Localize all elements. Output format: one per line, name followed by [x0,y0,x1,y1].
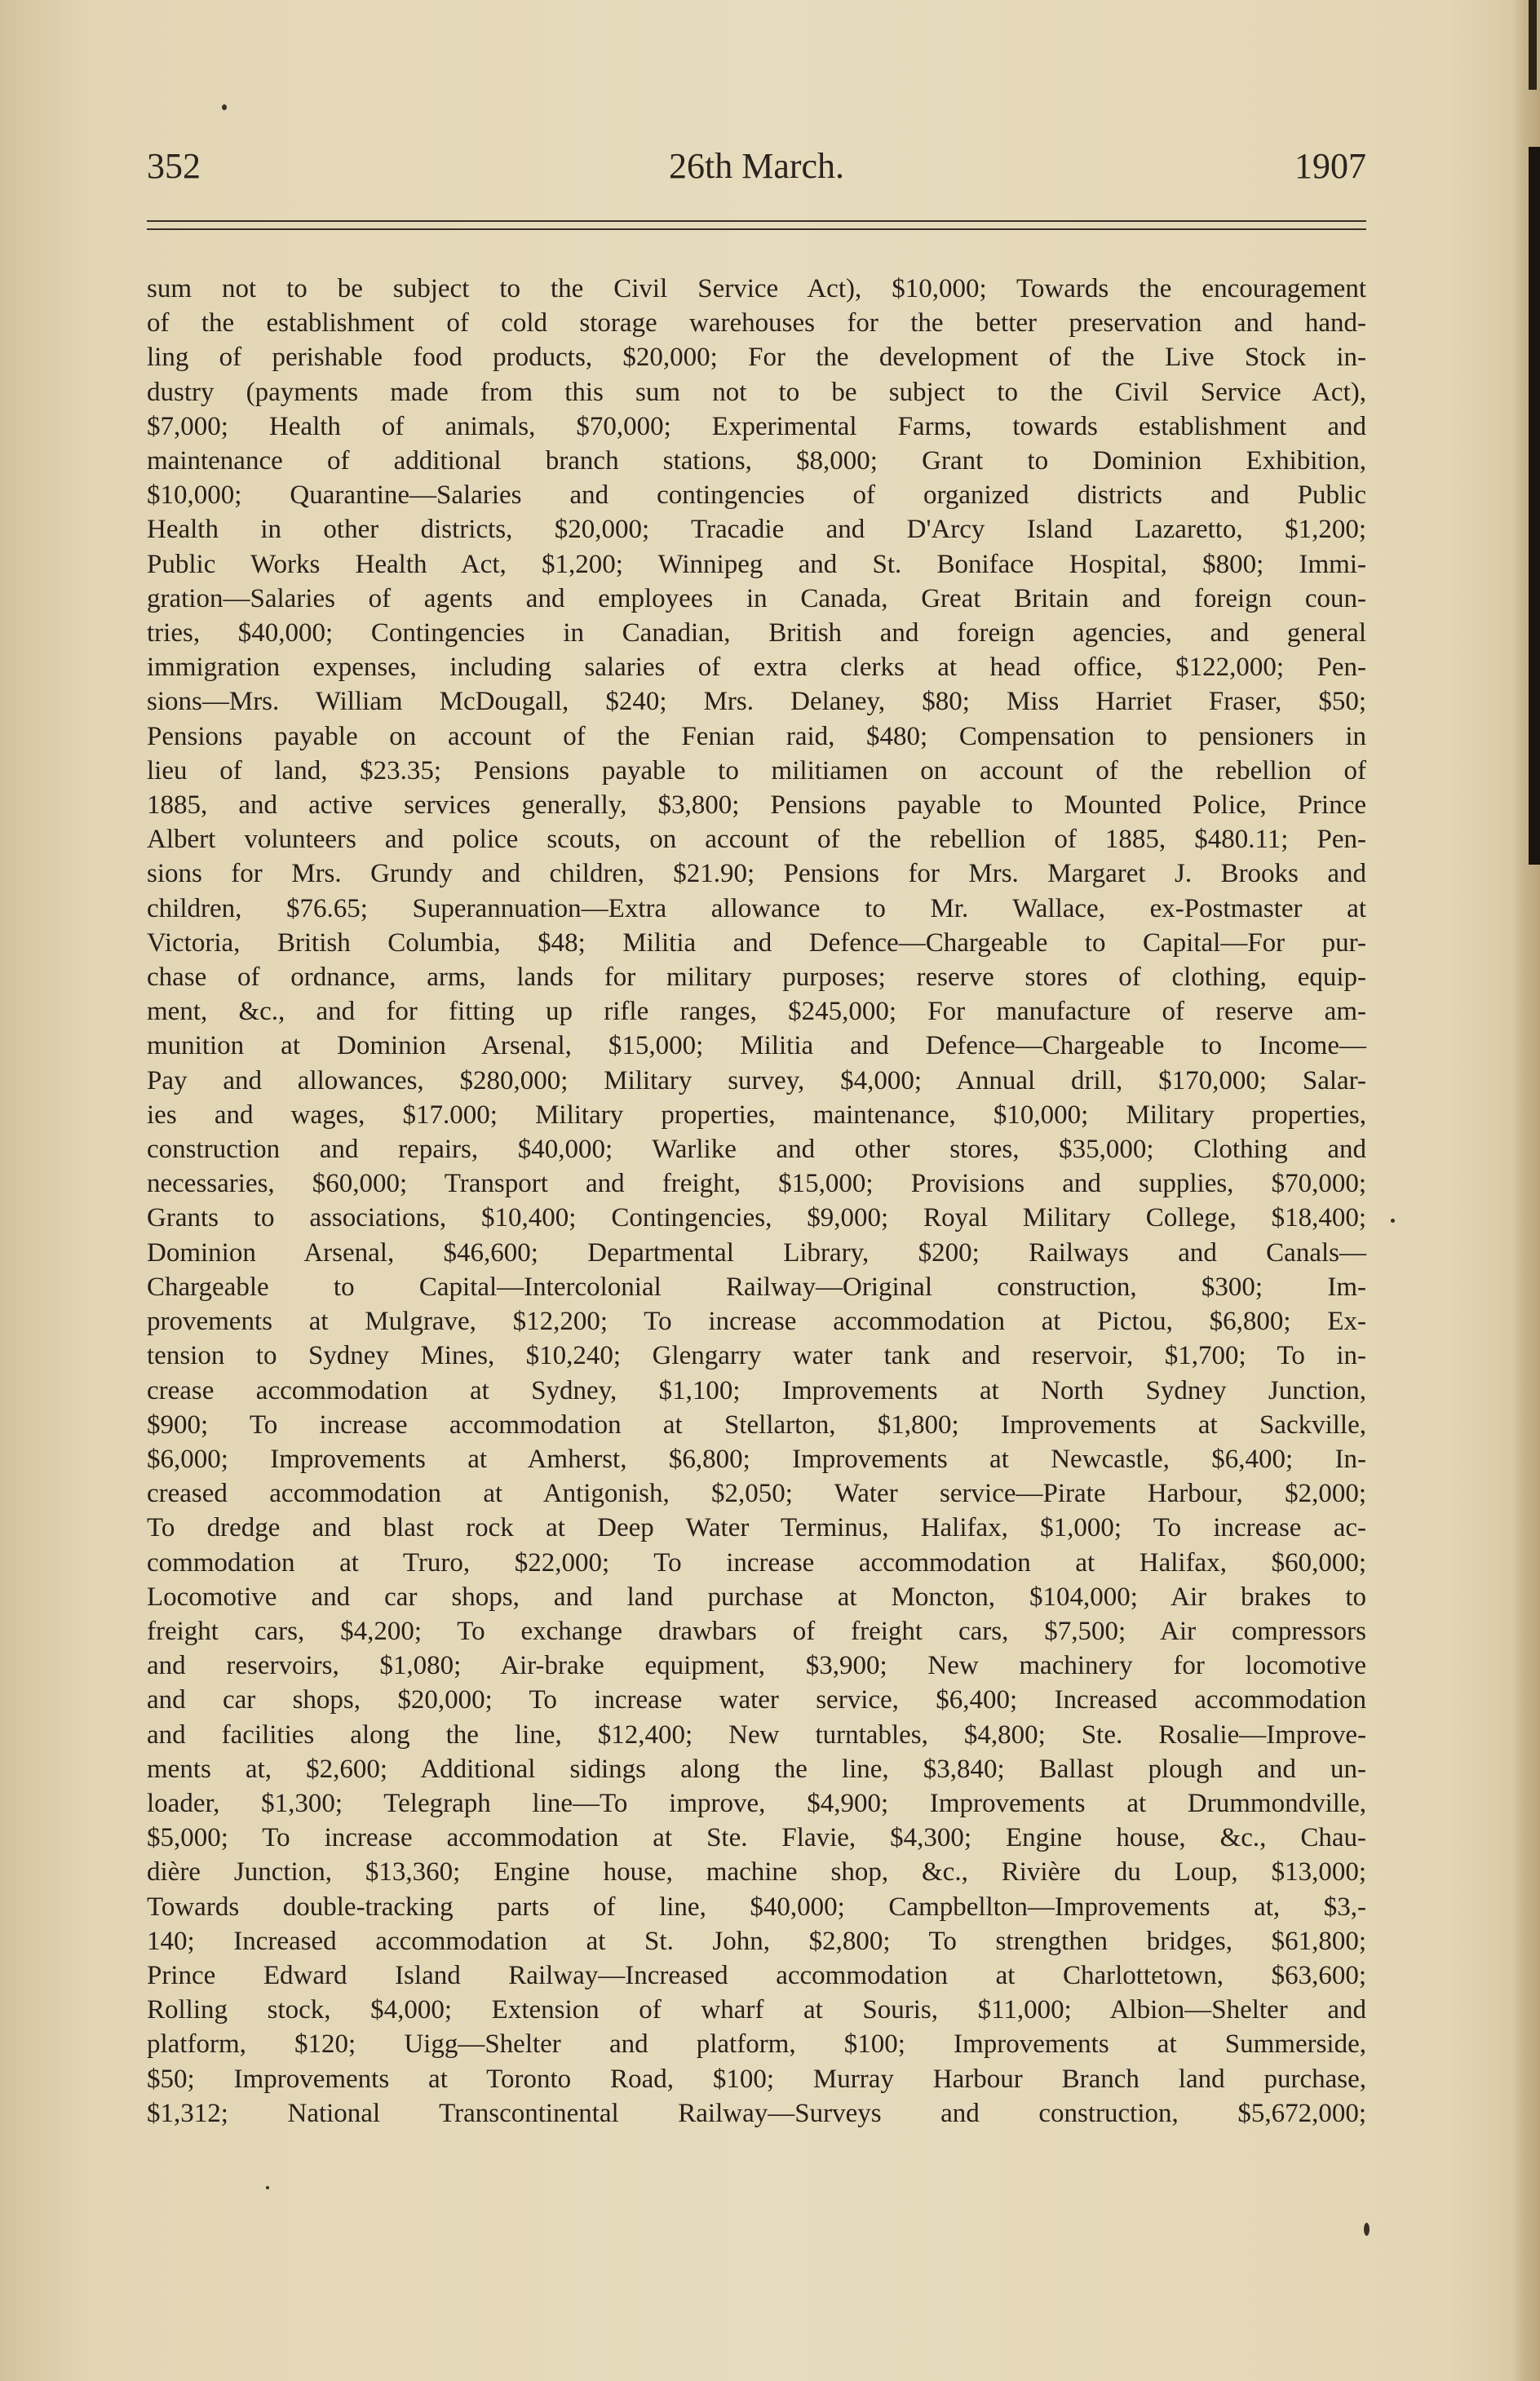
text-line: $10,000; Quarantine—Salaries and contingencies of organized districts and Public [147,480,1366,511]
text-line: Pay and allowances, $280,000; Military survey, $4,000; Annual drill, $170,000; Salar- [147,1065,1366,1095]
text-line: Locomotive and car shops, and land purchase at Moncton, $104,000; Air brakes to [147,1582,1366,1612]
text-line: To dredge and blast rock at Deep Water Terminus, Halifax, $1,000; To increase ac- [147,1513,1366,1543]
text-line: $6,000; Improvements at Amherst, $6,800; Improvements at Newcastle, $6,400; In- [147,1444,1366,1474]
page-number: 352 [147,146,201,186]
text-line: Victoria, British Columbia, $48; Militia and Defence—Chargeable to Capital—For pur- [147,927,1366,958]
text-line: ment, &c., and for fitting up rifle ranges, $245,000; For manufacture of reserve am- [147,997,1366,1027]
text-line: immigration expenses, including salaries of extra clerks at head office, $122,000; Pen- [147,653,1366,683]
text-line: ling of perishable food products, $20,000; For the development of the Live Stock in- [147,343,1366,373]
binding-strip [1529,147,1540,865]
text-line: $900; To increase accommodation at Stellarton, $1,800; Improvements at Sackville, [147,1410,1366,1440]
text-line: tension to Sydney Mines, $10,240; Glengarry water tank and reservoir, $1,700; To in- [147,1341,1366,1371]
text-line: and car shops, $20,000; To increase water service, $6,400; Increased accommodation [147,1685,1366,1715]
text-line: Public Works Health Act, $1,200; Winnipeg and St. Boniface Hospital, $800; Immi- [147,549,1366,579]
text-line: Prince Edward Island Railway—Increased accommodation at Charlottetown, $63,600; [147,1960,1366,1990]
text-line: platform, $120; Uigg—Shelter and platform, $100; Improvements at Summerside, [147,2029,1366,2060]
text-line: dustry (payments made from this sum not to be subject to the Civil Service Act), [147,377,1366,407]
text-line: Towards double-tracking parts of line, $40,000; Campbellton—Improvements at, $3,- [147,1892,1366,1922]
text-line: Chargeable to Capital—Intercolonial Railway—Original construction, $300; Im- [147,1272,1366,1302]
text-line: Health in other districts, $20,000; Tracadie and D'Arcy Island Lazaretto, $1,200; [147,515,1366,545]
running-year: 1907 [1294,146,1366,186]
text-line: Pensions payable on account of the Fenian raid, $480; Compensation to pensioners in [147,721,1366,751]
text-line: chase of ordnance, arms, lands for military purposes; reserve stores of clothing, equip- [147,963,1366,993]
text-line: lieu of land, $23.35; Pensions payable to militiamen on account of the rebellion of [147,755,1366,786]
text-line: maintenance of additional branch stations, $8,000; Grant to Dominion Exhibition, [147,446,1366,476]
running-date: 26th March. [668,146,845,186]
ink-speck [1364,2223,1370,2236]
text-line: construction and repairs, $40,000; Warlike and other stores, $35,000; Clothing and [147,1135,1366,1165]
text-line: and facilities along the line, $12,400; New turntables, $4,800; Ste. Rosalie—Improve- [147,1719,1366,1750]
text-line: necessaries, $60,000; Transport and freight, $15,000; Provisions and supplies, $70,000; [147,1169,1366,1199]
text-line: children, $76.65; Superannuation—Extra allowance to Mr. Wallace, ex-Postmaster at [147,893,1366,923]
text-line: ies and wages, $17.000; Military properties, maintenance, $10,000; Military properties, [147,1100,1366,1130]
binding-mark-top [1529,0,1537,90]
text-line: 140; Increased accommodation at St. John, $2,800; To strengthen bridges, $61,800; [147,1926,1366,1956]
ink-speck [266,2186,269,2189]
text-line: loader, $1,300; Telegraph line—To improve, $4,900; Improvements at Drummondville, [147,1788,1366,1818]
text-line: commodation at Truro, $22,000; To increase accommodation at Halifax, $60,000; [147,1547,1366,1578]
text-line: 1885, and active services generally, $3,800; Pensions payable to Mounted Police, Prince [147,790,1366,821]
text-line: $1,312; National Transcontinental Railway—Surveys and construction, $5,672,000; [147,2098,1366,2128]
text-line: $50; Improvements at Toronto Road, $100; Murray Harbour Branch land purchase, [147,2064,1366,2094]
text-line: Dominion Arsenal, $46,600; Departmental Library, $200; Railways and Canals— [147,1237,1366,1268]
ink-speck [1391,1219,1395,1223]
text-line: sions for Mrs. Grundy and children, $21.90; Pensions for Mrs. Margaret J. Brooks and [147,859,1366,889]
text-line: provements at Mulgrave, $12,200; To increase accommodation at Pictou, $6,800; Ex- [147,1307,1366,1337]
text-line: creased accommodation at Antigonish, $2,050; Water service—Pirate Harbour, $2,000; [147,1479,1366,1509]
text-line: of the establishment of cold storage warehouses for the better preservation and hand- [147,308,1366,339]
text-line: munition at Dominion Arsenal, $15,000; Militia and Defence—Chargeable to Income— [147,1031,1366,1061]
text-line: Albert volunteers and police scouts, on account of the rebellion of 1885, $480.11; Pen- [147,825,1366,855]
text-line: freight cars, $4,200; To exchange drawbars of freight cars, $7,500; Air compressors [147,1616,1366,1646]
text-line: gration—Salaries of agents and employees in Canada, Great Britain and foreign coun- [147,583,1366,613]
text-line: Grants to associations, $10,400; Contingencies, $9,000; Royal Military College, $18,400; [147,1203,1366,1233]
running-header [147,145,1366,194]
text-line: and reservoirs, $1,080; Air-brake equipment, $3,900; New machinery for locomotive [147,1651,1366,1681]
text-line: $7,000; Health of animals, $70,000; Experimental Farms, towards establishment and [147,411,1366,441]
ink-speck [222,104,227,110]
text-line: sions—Mrs. William McDougall, $240; Mrs. Delaney, $80; Miss Harriet Fraser, $50; [147,687,1366,717]
header-double-rule [147,220,1366,230]
text-line: dière Junction, $13,360; Engine house, machine shop, &c., Rivière du Loup, $13,000; [147,1857,1366,1888]
body-paragraph [147,272,1366,2131]
text-line: sum not to be subject to the Civil Service Act), $10,000; Towards the encouragement [147,274,1366,303]
text-line: crease accommodation at Sydney, $1,100; Improvements at North Sydney Junction, [147,1375,1366,1405]
text-line: ments at, $2,600; Additional sidings along the line, $3,840; Ballast plough and un- [147,1754,1366,1784]
text-line: tries, $40,000; Contingencies in Canadian, British and foreign agencies, and general [147,618,1366,648]
text-line: Rolling stock, $4,000; Extension of wharf at Souris, $11,000; Albion—Shelter and [147,1995,1366,2025]
text-line: $5,000; To increase accommodation at Ste. Flavie, $4,300; Engine house, &c., Chau- [147,1823,1366,1853]
